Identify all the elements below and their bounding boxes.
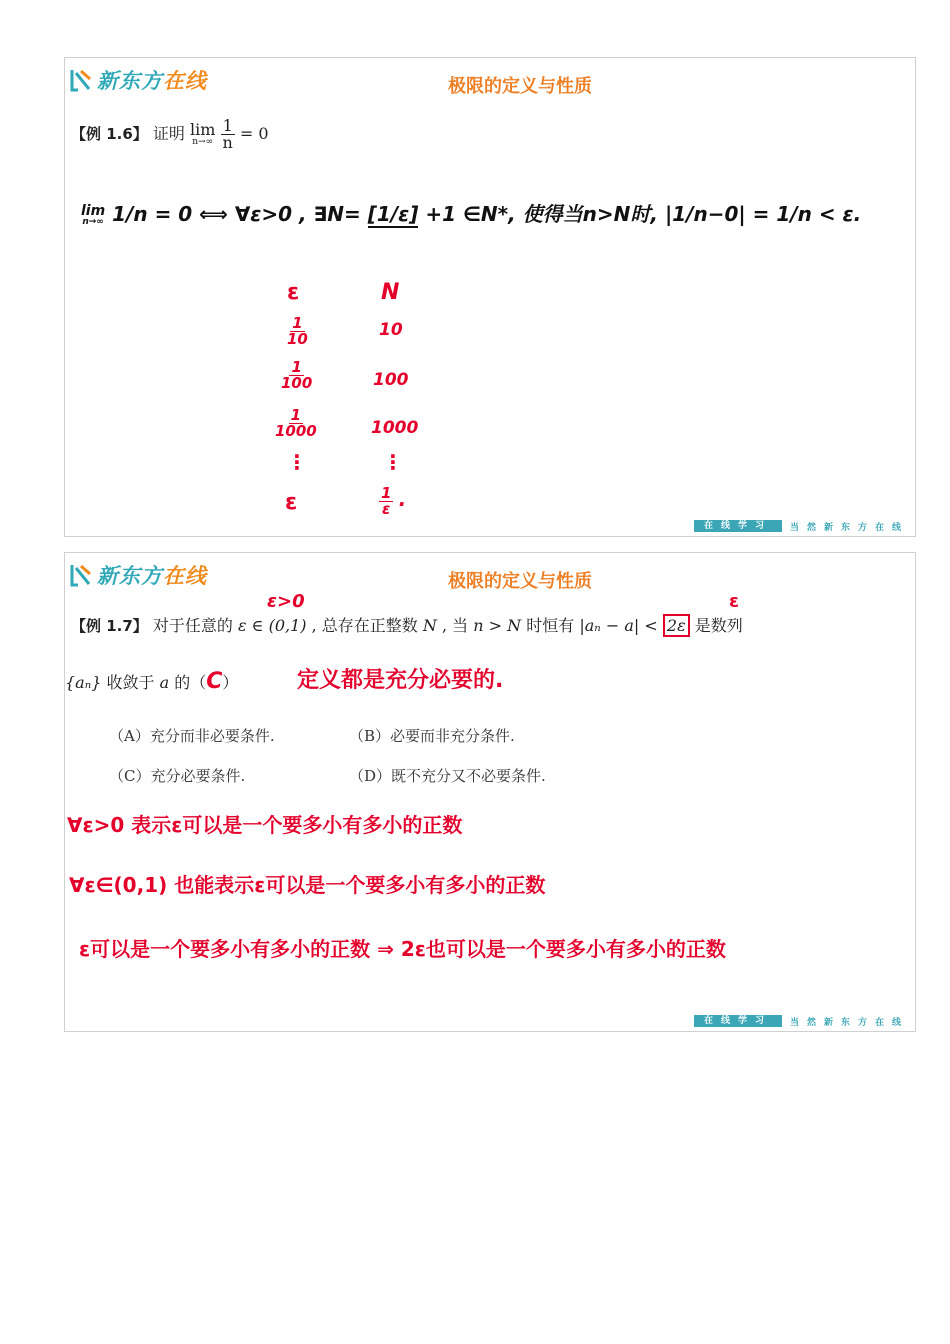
slide-title: 极限的定义与性质 <box>448 571 592 592</box>
table-dots-N: ⋮ <box>383 450 403 474</box>
handwritten-proof <box>81 198 861 227</box>
footer-left: 在线学习 <box>694 520 782 532</box>
table-row-1-N: 10 <box>379 320 403 340</box>
hw-proof-part-2: +1 ∈N*, 使得当n>N时, |1/n−0| = 1/n < ε. <box>425 202 862 226</box>
limit-subscript: n→∞ <box>192 137 214 147</box>
table-row-1-eps: $\frac{1}{10}$ <box>287 314 308 348</box>
table-header-N: N <box>381 280 400 305</box>
hw-proof-bracket: [1/ε] <box>367 202 419 226</box>
table-row-2-N: 100 <box>373 370 409 390</box>
table-last-N: $\frac{1}{\varepsilon}$ . <box>381 484 407 518</box>
example-1-7-line2: {aₙ} 收敛于 a 的（C） <box>65 669 239 694</box>
hw-lim: lim <box>81 203 106 219</box>
example-text: 证明 <box>152 124 185 143</box>
hw-note-eps: ε <box>729 591 740 612</box>
slide-example-1-7 <box>64 552 916 1032</box>
table-row-2-eps: $\frac{1}{100}$ <box>281 358 313 392</box>
choice-B: （B）必要而非充分条件. <box>349 727 515 745</box>
example-1-6-statement <box>71 118 269 151</box>
hw-note-1: ∀ε>0 表示ε可以是一个要多小有多小的正数 <box>67 813 463 837</box>
footer-bar <box>694 1015 909 1027</box>
example-tag: 【例 1.7】 <box>71 617 148 635</box>
brand-text: 新东方 <box>97 69 163 93</box>
example-tag: 【例 1.6】 <box>71 125 148 143</box>
table-header-eps: ε <box>287 280 300 305</box>
footer-right: 当然新东方在线 <box>789 522 909 533</box>
choice-D: （D）既不充分又不必要条件. <box>349 767 546 785</box>
limit-lim: lim <box>190 120 216 139</box>
hw-proof-part-1: 1/n = 0 ⟺ ∀ε>0 , ∃N= <box>112 202 361 226</box>
limit-numerator: 1 <box>222 116 233 135</box>
choice-A: （A）充分而非必要条件. <box>109 727 275 745</box>
table-row-3-eps: $\frac{1}{1000}$ <box>275 406 317 440</box>
boxed-2eps: 2ε <box>663 614 690 637</box>
hw-note-2: ∀ε∈(0,1) 也能表示ε可以是一个要多小有多小的正数 <box>69 873 546 897</box>
footer-bar <box>694 520 909 532</box>
footer-left: 在线学习 <box>694 1015 782 1027</box>
slide-title: 极限的定义与性质 <box>448 76 592 97</box>
hw-note-eps-positive: ε>0 <box>267 591 305 612</box>
limit-rhs: = 0 <box>239 124 269 143</box>
hw-answer: C <box>206 669 223 694</box>
brand-text-highlight: 在线 <box>163 564 207 588</box>
limit-fraction <box>221 118 235 151</box>
table-last-eps: ε <box>285 490 298 515</box>
limit-operator <box>190 122 215 147</box>
example-1-7-statement: 【例 1.7】 对于任意的 ε ∈ (0,1) , 总存在正整数 N , 当 n > N 时恒有 |aₙ − a| < 2ε 是数列 <box>71 616 743 635</box>
table-row-3-N: 1000 <box>371 418 419 438</box>
limit-denominator: n <box>222 133 233 152</box>
footer-right: 当然新东方在线 <box>789 1017 909 1028</box>
choice-C: （C）充分必要条件. <box>109 767 246 785</box>
hw-note-3: ε可以是一个要多小有多小的正数 ⇒ 2ε也可以是一个要多小有多小的正数 <box>79 937 726 961</box>
brand-text: 新东方 <box>97 564 163 588</box>
hw-lim-sub: n→∞ <box>82 217 104 227</box>
slide-example-1-6 <box>64 57 916 537</box>
table-dots-eps: ⋮ <box>287 450 307 474</box>
hw-comment: 定义都是充分必要的. <box>297 668 504 693</box>
brand-text-highlight: 在线 <box>163 69 207 93</box>
